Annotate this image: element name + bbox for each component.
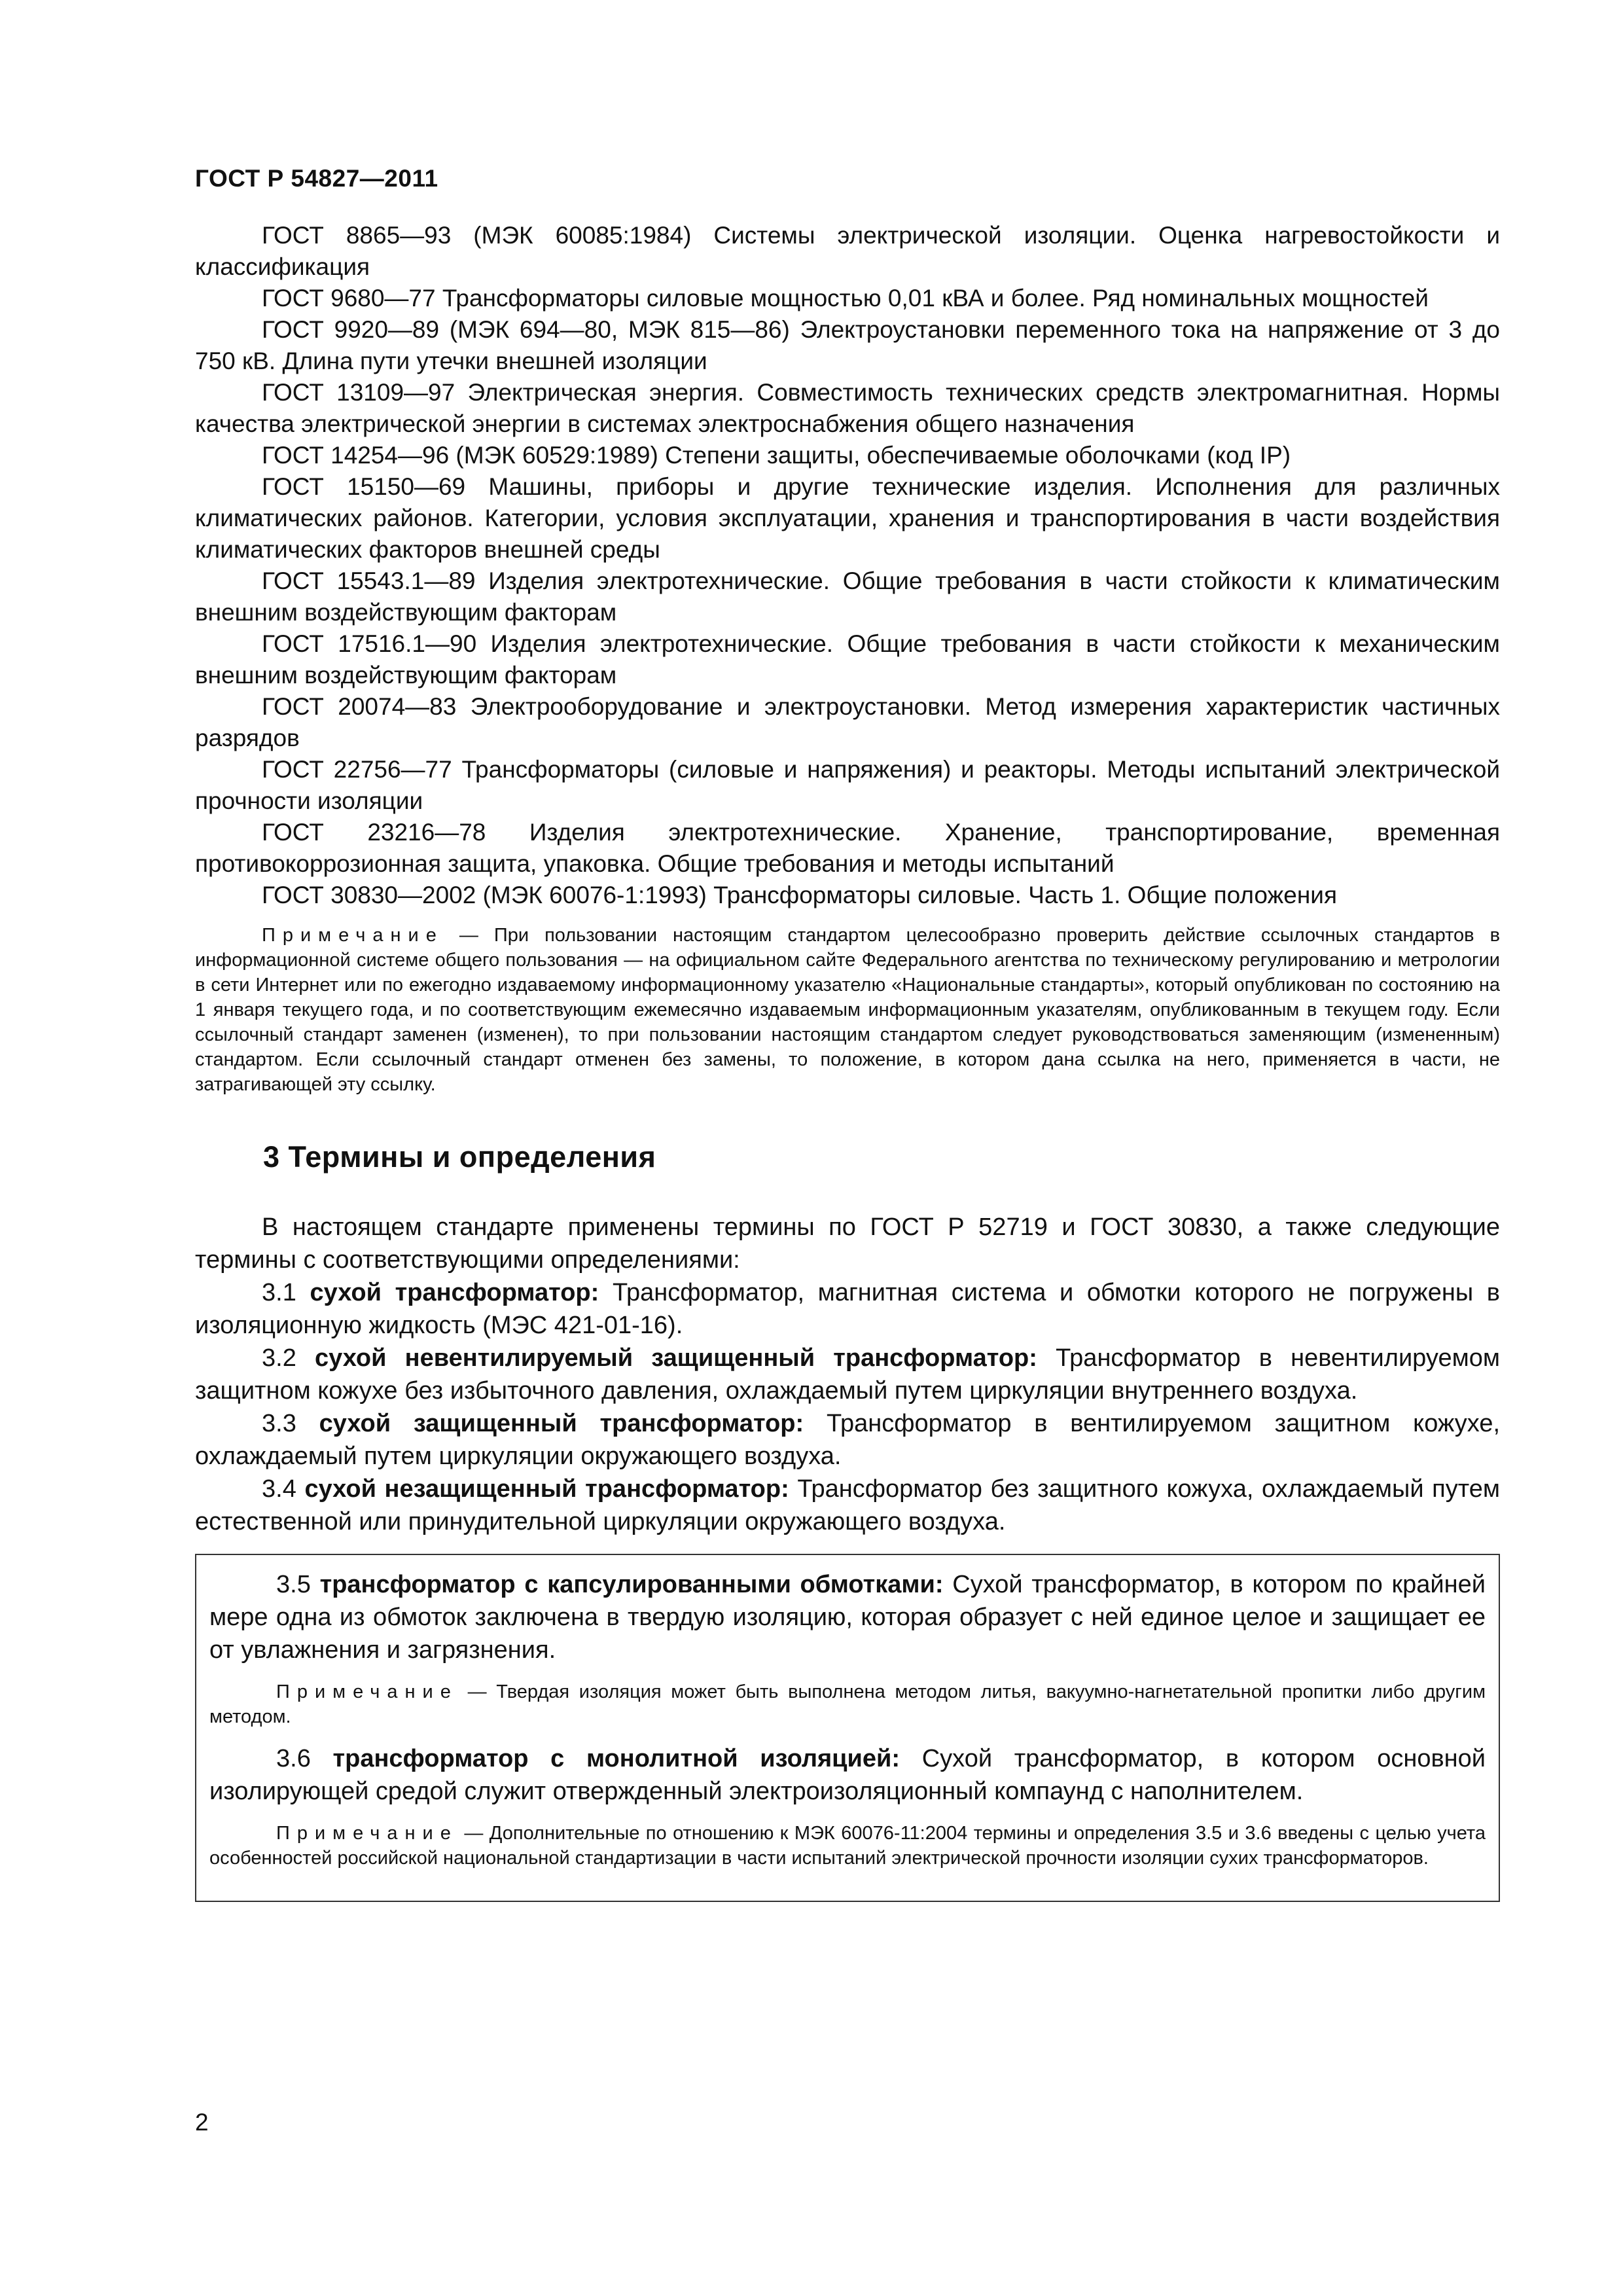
term-note	[209, 1679, 1486, 1729]
reference-item: ГОСТ 17516.1—90 Изделия электротехнические. Общие требования в части стойкости к механическим внешним воздействующим факторам	[195, 630, 1500, 689]
reference-item: ГОСТ 13109—97 Электрическая энергия. Совместимость технических средств электромагнитная. Нормы качества электрической энергии в системах электроснабжения общего назначения	[195, 379, 1500, 437]
reference-item: ГОСТ 9920—89 (МЭК 694—80, МЭК 815—86) Электроустановки переменного тока на напряжение от 3 до 750 кВ. Длина пути утечки внешней изоляции	[195, 316, 1500, 374]
term-number: 3.2	[262, 1344, 296, 1372]
term-definition	[209, 1568, 1486, 1666]
document-header: ГОСТ Р 54827—2011	[195, 165, 438, 192]
term-definition	[209, 1742, 1486, 1808]
national-additions-box	[195, 1554, 1500, 1902]
references-note	[195, 923, 1500, 1097]
reference-item: ГОСТ 20074—83 Электрооборудование и электроустановки. Метод измерения характеристик частичных разрядов	[195, 693, 1500, 751]
term-text: Трансформатор, магнитная система и обмотки которого не погружены в изоляционную жидкость (МЭС 421-01-16).	[195, 1279, 1500, 1339]
page-number: 2	[195, 2109, 209, 2136]
references-list	[195, 220, 1500, 911]
term-name: трансформатор с капсулированными обмотками:	[319, 1571, 944, 1598]
term-text: Трансформатор в вентилируемом защитном кожухе, охлаждаемый путем циркуляции окружающего воздуха.	[195, 1410, 1501, 1470]
term-number: 3.3	[262, 1410, 296, 1437]
note-text: — При пользовании настоящим стандартом целесообразно проверить действие ссылочных стандартов в информационной системе общего пользования — на официальном сайте Федерального агентства по техническому регулированию и метрологии в сети Интернет или по ежегодно издаваемому информационному указателю «Национальные стандарты», который опубликован по состоянию на 1 января текущего года, и по соответствующим ежемесячно издаваемым информационным указателям, опубликованным в текущем году. Если ссылочный стандарт заменен (изменен), то при пользовании настоящим стандартом следует руководствоваться заменяющим (измененным) стандартом. Если ссылочный стандарт отменен без замены, то положение, в котором дана ссылка на него, применяется в части, не затрагивающей эту ссылку.	[195, 925, 1500, 1095]
term-number: 3.1	[262, 1279, 296, 1306]
note-text: — Дополнительные по отношению к МЭК 60076-11:2004 термины и определения 3.5 и 3.6 введены с целью учета особенностей российской национальной стандартизации в части испытаний электрической прочности изоляции сухих трансформаторов.	[209, 1823, 1486, 1869]
term-name: трансформатор с монолитной изоляцией:	[332, 1745, 901, 1772]
reference-item: ГОСТ 15150—69 Машины, приборы и другие технические изделия. Исполнения для различных климатических районов. Категории, условия эксплуатации, хранения и транспортирования в части воздействия климатических факторов внешней среды	[195, 473, 1500, 563]
term-text: Сухой трансформатор, в котором основной изолирующей средой служит отвержденный электроизоляционный компаунд с наполнителем.	[209, 1745, 1486, 1805]
term-note	[209, 1821, 1486, 1871]
term-name: сухой незащищенный трансформатор:	[304, 1475, 789, 1503]
term-text: Трансформатор без защитного кожуха, охлаждаемый путем естественной или принудительной циркуляции окружающего воздуха.	[195, 1475, 1501, 1535]
term-definition	[195, 1342, 1500, 1407]
term-name: сухой невентилируемый защищенный трансформатор:	[315, 1344, 1037, 1372]
reference-item: ГОСТ 8865—93 (МЭК 60085:1984) Системы электрической изоляции. Оценка нагревостойкости и классификация	[195, 222, 1500, 280]
page-content	[195, 220, 1500, 1902]
reference-item: ГОСТ 9680—77 Трансформаторы силовые мощностью 0,01 кВА и более. Ряд номинальных мощностей	[262, 285, 1429, 312]
note-text: — Твердая изоляция может быть выполнена методом литья, вакуумно-нагнетательной пропитки либо другим методом.	[209, 1681, 1486, 1727]
term-number: 3.6	[276, 1745, 311, 1772]
reference-item: ГОСТ 14254—96 (МЭК 60529:1989) Степени защиты, обеспечиваемые оболочками (код IP)	[262, 442, 1291, 469]
term-definition	[195, 1473, 1500, 1538]
term-number: 3.4	[262, 1475, 296, 1503]
term-definition	[195, 1276, 1500, 1342]
term-text: Сухой трансформатор, в котором по крайней мере одна из обмоток заключена в твердую изоляцию, которая образует с ней единое целое и защищает ее от увлажнения и загрязнения.	[209, 1571, 1486, 1664]
reference-item: ГОСТ 15543.1—89 Изделия электротехнические. Общие требования в части стойкости к климатическим внешним воздействующим факторам	[195, 567, 1500, 626]
note-label: Примечание	[276, 1681, 458, 1702]
section-intro: В настоящем стандарте применены термины по ГОСТ Р 52719 и ГОСТ 30830, а также следующие термины с соответствующими определениями:	[195, 1213, 1500, 1274]
reference-item: ГОСТ 22756—77 Трансформаторы (силовые и напряжения) и реакторы. Методы испытаний электрической прочности изоляции	[195, 756, 1500, 814]
term-name: сухой защищенный трансформатор:	[319, 1410, 804, 1437]
section-title: 3 Термины и определения	[263, 1140, 656, 1174]
term-definition	[195, 1407, 1500, 1473]
note-label: Примечание	[262, 925, 444, 946]
term-number: 3.5	[276, 1571, 311, 1598]
note-label: Примечание	[276, 1823, 458, 1844]
term-text: Трансформатор в невентилируемом защитном кожухе без избыточного давления, охлаждаемый путем циркуляции внутреннего воздуха.	[195, 1344, 1500, 1405]
reference-item: ГОСТ 23216—78 Изделия электротехнические. Хранение, транспортирование, временная противокоррозионная защита, упаковка. Общие требования и методы испытаний	[195, 819, 1500, 877]
term-name: сухой трансформатор:	[310, 1279, 599, 1306]
reference-item: ГОСТ 30830—2002 (МЭК 60076-1:1993) Трансформаторы силовые. Часть 1. Общие положения	[262, 882, 1337, 908]
